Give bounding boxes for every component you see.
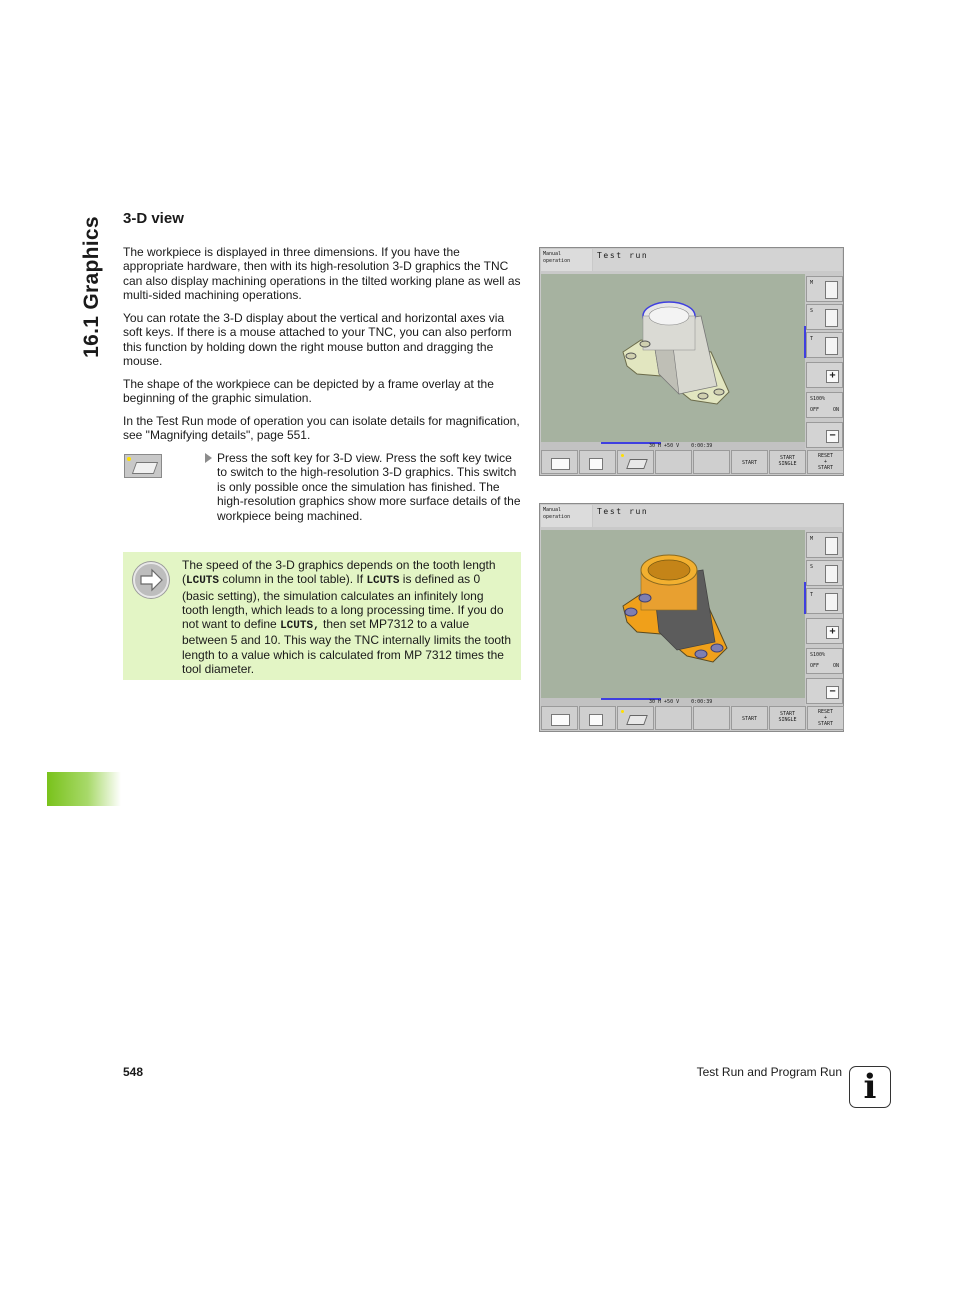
bullet-arrow-icon [205, 453, 212, 463]
m-function-softkey[interactable]: M [806, 532, 843, 558]
m-function-softkey[interactable]: M [806, 276, 843, 302]
zoom-in-softkey[interactable]: + [806, 618, 843, 644]
three-planes-softkey[interactable] [579, 706, 616, 730]
empty-softkey [655, 706, 692, 730]
empty-softkey [693, 706, 730, 730]
chapter-footer: Test Run and Program Run [696, 1065, 842, 1079]
status-line: 30 H +50 V 0:00:39 [541, 698, 805, 706]
override-softkey[interactable]: S100% OFF ON [806, 648, 843, 674]
tool-softkey[interactable]: T [806, 588, 843, 614]
spindle-softkey[interactable]: S [806, 304, 843, 330]
section-heading: 3-D view [123, 210, 184, 227]
mode-label: Manual operation [541, 249, 592, 271]
paragraph: The workpiece is displayed in three dimensions. If you have the appropriate hardware, then with its high-resolution 3-D graphics the TNC can also display machining operations in the tilted working plane as well as multi-sided machining operations. [123, 245, 521, 303]
instruction-step: Press the soft key for 3-D view. Press the soft key twice to switch to the high-resolution 3-D graphics. This switch is only possible once the simulation has finished. The high-resolution graphics show more surface details of the workpiece being machined. [203, 451, 521, 523]
info-icon: i [849, 1066, 891, 1108]
side-softkeys [806, 530, 843, 705]
3d-view-softkey[interactable] [617, 706, 654, 730]
zoom-out-softkey[interactable]: − [806, 678, 843, 704]
paragraph: The shape of the workpiece can be depicted by a frame overlay at the beginning of the graphic simulation. [123, 377, 494, 406]
status-line: 30 H +50 V 0:00:39 [541, 442, 805, 450]
3d-view-softkey-icon [124, 454, 162, 478]
empty-softkey [655, 450, 692, 474]
side-softkeys [806, 274, 843, 449]
chapter-side-title: 16.1 Graphics [80, 216, 103, 358]
arrow-right-icon [133, 562, 169, 598]
chapter-color-tab [47, 772, 121, 806]
start-softkey[interactable]: START [731, 706, 768, 730]
override-softkey[interactable]: S100% OFF ON [806, 392, 843, 418]
note-text: The speed of the 3-D graphics depends on the tooth length (LCUTS column in the tool table). If LCUTS is defined as 0 (basic setting), the simulation calculates an infinitely long tooth length, which leads to a long processing time. If you do not want to define LCUTS, then set MP7312 to a value between 5 and 10. This way the TNC internally limits the tooth length to a value which is calculated from MP 7312 times the tool diameter. [182, 558, 512, 677]
zoom-in-softkey[interactable]: + [806, 362, 843, 388]
plan-view-softkey[interactable] [541, 450, 578, 474]
tnc-screenshot-shaded [539, 503, 844, 732]
page-number: 548 [123, 1065, 144, 1079]
reset-start-softkey[interactable]: RESET + START [807, 450, 844, 474]
reset-start-softkey[interactable]: RESET + START [807, 706, 844, 730]
start-single-softkey[interactable]: START SINGLE [769, 450, 806, 474]
graphics-viewport [541, 530, 805, 705]
note-box [123, 552, 521, 680]
three-planes-softkey[interactable] [579, 450, 616, 474]
tnc-screenshot-wireframe [539, 247, 844, 476]
plan-view-softkey[interactable] [541, 706, 578, 730]
zoom-out-softkey[interactable]: − [806, 422, 843, 448]
graphics-viewport [541, 274, 805, 449]
3d-view-softkey[interactable] [617, 450, 654, 474]
spindle-softkey[interactable]: S [806, 560, 843, 586]
screen-title: Test run [593, 505, 842, 527]
softkey-row [541, 450, 842, 474]
paragraph: In the Test Run mode of operation you can isolate details for magnification, see "Magnifying details", page 551. [123, 414, 520, 443]
mode-label: Manual operation [541, 505, 592, 527]
softkey-row [541, 706, 842, 730]
start-softkey[interactable]: START [731, 450, 768, 474]
start-single-softkey[interactable]: START SINGLE [769, 706, 806, 730]
screen-title: Test run [593, 249, 842, 271]
paragraph: You can rotate the 3-D display about the vertical and horizontal axes via soft keys. If there is a mouse attached to your TNC, you can also perform this function by holding down the right mouse button and dragging the mouse. [123, 311, 512, 369]
tool-softkey[interactable]: T [806, 332, 843, 358]
empty-softkey [693, 450, 730, 474]
